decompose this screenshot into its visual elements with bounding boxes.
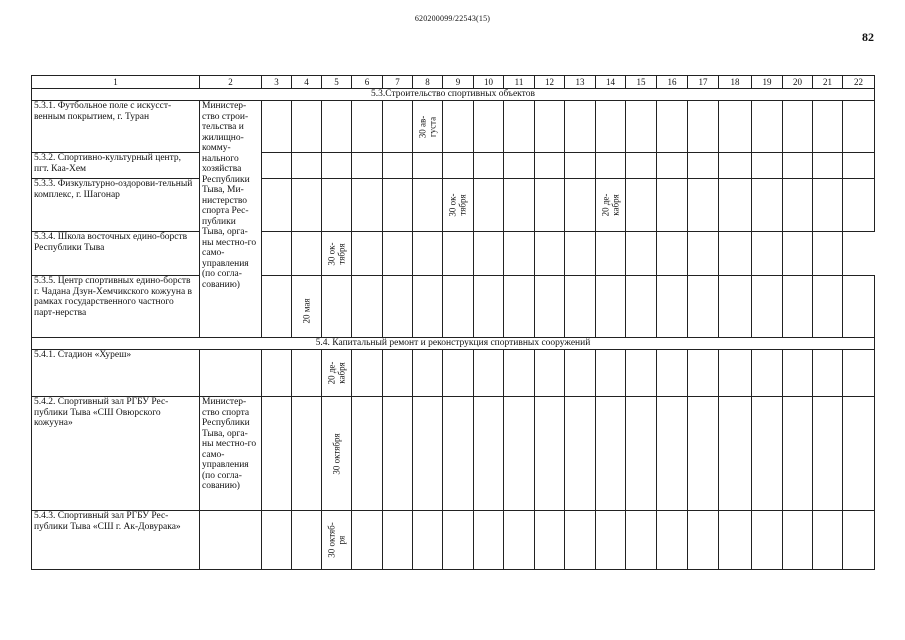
responsible-organization <box>200 511 262 570</box>
responsible-organization: Министер-ство спорта Республики Тыва, орга-ны местно-го само-управления (по согла-сованию) <box>200 397 262 511</box>
section-title: 5.4. Капитальный ремонт и реконструкция спортивных сооружений <box>32 338 875 350</box>
deadline-cell <box>322 397 352 511</box>
deadline-cell <box>322 511 352 570</box>
table-row <box>32 276 875 338</box>
column-header: 19 <box>752 76 783 89</box>
deadline-cell <box>292 276 322 338</box>
object-name: 5.3.2. Спортивно-культурный центр, пгт. Каа-Хем <box>32 153 200 179</box>
object-name: 5.4.2. Спортивный зал РГБУ Рес-публики Тыва «СШ Овюрского кожууна» <box>32 397 200 511</box>
column-header: 12 <box>535 76 565 89</box>
deadline-cell <box>413 101 443 153</box>
table-row <box>32 232 875 276</box>
column-header: 11 <box>504 76 535 89</box>
object-name: 5.3.5. Центр спортивных едино-борств г. Чадана Дзун-Хемчикского кожууна в рамках государственного частного парт-нерства <box>32 276 200 338</box>
column-header: 6 <box>352 76 383 89</box>
table-row <box>32 153 875 179</box>
column-header: 13 <box>565 76 596 89</box>
deadline-text: 20 де- кабря <box>600 193 620 217</box>
column-header: 9 <box>443 76 474 89</box>
deadline-text: 30 октября <box>330 432 341 475</box>
column-header: 18 <box>719 76 752 89</box>
object-name: 5.4.1. Стадион «Хуреш» <box>32 350 200 397</box>
column-header: 16 <box>657 76 688 89</box>
deadline-text: 30 октяб- ря <box>326 522 346 558</box>
table-row <box>32 511 875 570</box>
column-header: 5 <box>322 76 352 89</box>
table-row <box>32 397 875 511</box>
deadline-cell <box>596 179 626 232</box>
table-row <box>32 350 875 397</box>
document-id: 620200099/22543(15) <box>414 14 491 23</box>
column-header: 14 <box>596 76 626 89</box>
table-row <box>32 101 875 153</box>
column-header: 21 <box>813 76 843 89</box>
responsible-organization: Министер-ство строи-тельства и жилищно-комму-нального хозяйства Республики Тыва, Ми-нистерство спорта Рес-публики Тыва, орга-ны местно-го само-управления (по согла-сованию) <box>200 101 262 338</box>
column-header: 8 <box>413 76 443 89</box>
column-header: 15 <box>626 76 657 89</box>
deadline-text: 30 ок- тября <box>326 241 346 266</box>
object-name: 5.3.1. Футбольное поле с искусст-венным покрытием, г. Туран <box>32 101 200 153</box>
section-title: 5.3.Строительство спортивных объектов <box>32 89 875 101</box>
column-header: 17 <box>688 76 719 89</box>
column-header: 3 <box>262 76 292 89</box>
object-name: 5.3.3. Физкультурно-оздорови-тельный комплекс, г. Шагонар <box>32 179 200 232</box>
deadline-text: 20 мая <box>300 298 311 324</box>
deadline-cell <box>322 232 352 276</box>
object-name: 5.4.3. Спортивный зал РГБУ Рес-публики Тыва «СШ г. Ак-Довурака» <box>32 511 200 570</box>
deadline-text: 30 ок- тября <box>447 193 467 217</box>
table-row <box>32 179 875 232</box>
deadline-cell <box>443 179 474 232</box>
column-number-row <box>32 76 875 89</box>
schedule-table <box>31 75 875 570</box>
object-name: 5.3.4. Школа восточных едино-борств Республики Тыва <box>32 232 200 276</box>
page-number: 82 <box>862 30 874 44</box>
column-header: 2 <box>200 76 262 89</box>
deadline-text: 20 де- кабря <box>326 361 346 385</box>
column-header: 10 <box>474 76 504 89</box>
deadline-cell <box>322 350 352 397</box>
column-header: 4 <box>292 76 322 89</box>
column-header: 22 <box>843 76 875 89</box>
responsible-organization <box>200 350 262 397</box>
deadline-text: 30 ав- густа <box>417 115 437 138</box>
section-header-row <box>32 89 875 101</box>
column-header: 20 <box>783 76 813 89</box>
column-header: 7 <box>383 76 413 89</box>
column-header: 1 <box>32 76 200 89</box>
section-header-row <box>32 338 875 350</box>
